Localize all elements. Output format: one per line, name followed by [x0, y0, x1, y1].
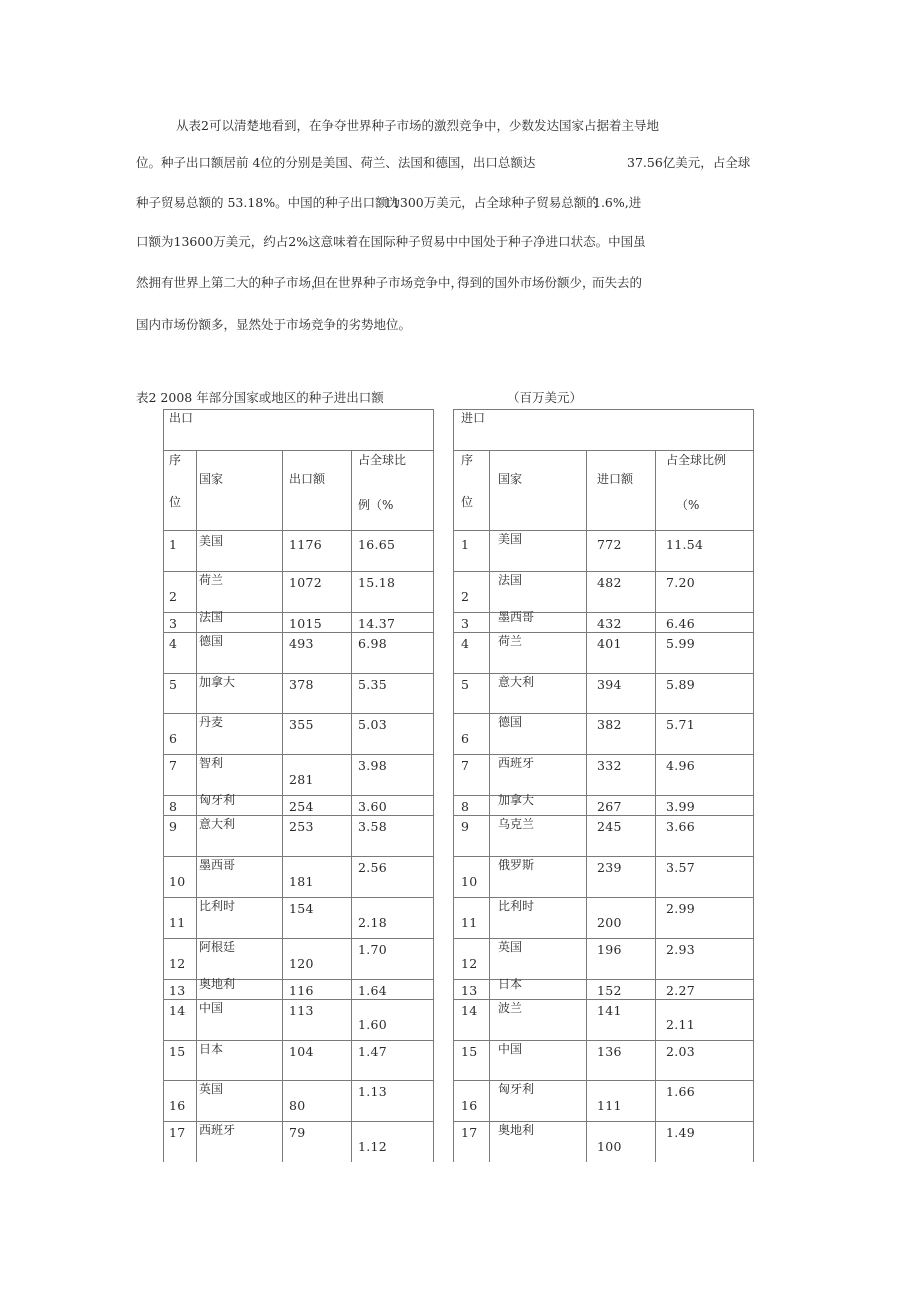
text-segment: 37.56亿美元，占全球: [627, 155, 751, 170]
amount-cell: 80: [289, 1098, 306, 1113]
country-cell: 意大利: [199, 817, 236, 831]
table-column-rule: [351, 450, 352, 1162]
rank-cell: 14: [461, 1003, 478, 1018]
amount-cell: 267: [597, 799, 622, 814]
country-cell: 法国: [498, 573, 523, 587]
rank-cell: 6: [169, 731, 178, 746]
country-cell: 墨西哥: [199, 858, 236, 872]
table-rule: [163, 571, 434, 572]
paragraph-line-3: [136, 195, 400, 211]
amount-cell: 154: [289, 901, 314, 916]
country-cell: 奥地利: [498, 1123, 535, 1137]
share-cell: 15.18: [358, 575, 396, 590]
table-column-rule: [586, 450, 587, 1162]
country-cell: 西班牙: [498, 756, 535, 770]
text-segment: 11300万美元，占全球种子贸易总额的: [384, 195, 599, 210]
amount-cell: 245: [597, 819, 622, 834]
table-rule: [453, 1080, 754, 1081]
paragraph-line-3c: [593, 195, 641, 211]
share-cell: 1.49: [666, 1125, 696, 1140]
rank-cell: 15: [461, 1044, 478, 1059]
country-cell: 荷兰: [498, 634, 523, 648]
country-cell: 荷兰: [199, 573, 224, 587]
text-segment: 位。种子出口额居前 4位的分别是美国、荷兰、法国和德国，出口总额达: [136, 155, 536, 170]
rank-cell: 17: [169, 1125, 186, 1140]
rank-cell: 1: [461, 537, 470, 552]
country-cell: 西班牙: [199, 1123, 236, 1137]
country-cell: 波兰: [498, 1001, 523, 1015]
amount-cell: 355: [289, 717, 314, 732]
country-cell: 德国: [199, 634, 224, 648]
share-cell: 5.35: [358, 677, 388, 692]
table-rule: [453, 1040, 754, 1041]
share-cell: 4.96: [666, 758, 696, 773]
import-section-title: 进口: [461, 411, 486, 425]
amount-cell: 120: [289, 956, 314, 971]
rank-cell: 2: [169, 589, 178, 604]
rank-cell: 2: [461, 589, 470, 604]
share-cell: 1.66: [666, 1084, 696, 1099]
header-country: 国家: [498, 472, 523, 486]
share-cell: 2.18: [358, 915, 388, 930]
header-share: 占全球比: [358, 453, 407, 467]
amount-cell: 100: [597, 1139, 622, 1154]
amount-cell: 116: [289, 983, 314, 998]
share-cell: 3.99: [666, 799, 696, 814]
header-rank: 序: [169, 453, 182, 467]
rank-cell: 16: [169, 1098, 186, 1113]
amount-cell: 378: [289, 677, 314, 692]
rank-cell: 15: [169, 1044, 186, 1059]
share-cell: 7.20: [666, 575, 696, 590]
rank-cell: 9: [461, 819, 470, 834]
amount-cell: 1176: [289, 537, 323, 552]
paragraph-line-5d: [592, 275, 642, 291]
share-cell: 2.27: [666, 983, 696, 998]
table-rule: [163, 409, 434, 410]
text-segment: 国内市场份额多，显然处于市场竞争的劣势地位。: [136, 317, 412, 332]
amount-cell: 493: [289, 636, 314, 651]
paragraph-line-6: [136, 317, 411, 333]
amount-cell: 253: [289, 819, 314, 834]
share-cell: 6.98: [358, 636, 388, 651]
table-unit: （百万美元）: [507, 390, 583, 405]
rank-cell: 3: [461, 616, 470, 631]
share-cell: 11.54: [666, 537, 704, 552]
country-cell: 中国: [199, 1001, 224, 1015]
table-rule: [163, 1080, 434, 1081]
text-segment: 种子贸易总额的 53.18%。中国的种子出口额为: [136, 195, 401, 210]
table-rule: [163, 1040, 434, 1041]
share-cell: 6.46: [666, 616, 696, 631]
country-cell: 俄罗斯: [498, 858, 535, 872]
table-rule: [453, 815, 754, 816]
table-rule: [163, 673, 434, 674]
table-rule: [453, 713, 754, 714]
share-cell: 14.37: [358, 616, 396, 631]
country-cell: 加拿大: [498, 793, 535, 807]
rank-cell: 12: [169, 956, 186, 971]
country-cell: 乌克兰: [498, 817, 535, 831]
table-caption: 表2 2008 年部分国家或地区的种子进出口额: [136, 390, 384, 405]
country-cell: 日本: [498, 977, 523, 991]
amount-cell: 239: [597, 860, 622, 875]
table-rule: [453, 897, 754, 898]
table-rule: [453, 999, 754, 1000]
share-cell: 16.65: [358, 537, 396, 552]
amount-cell: 332: [597, 758, 622, 773]
paragraph-line-5c: [457, 275, 595, 291]
country-cell: 美国: [498, 532, 523, 546]
country-cell: 法国: [199, 610, 224, 624]
amount-cell: 152: [597, 983, 622, 998]
paragraph-line-5b: [313, 275, 463, 291]
table-rule: [453, 938, 754, 939]
table-rule: [163, 938, 434, 939]
table-rule: [453, 1121, 754, 1122]
share-cell: 2.56: [358, 860, 388, 875]
header-country: 国家: [199, 472, 224, 486]
country-cell: 匈牙利: [498, 1082, 535, 1096]
share-cell: 3.57: [666, 860, 696, 875]
share-cell: 1.13: [358, 1084, 388, 1099]
rank-cell: 3: [169, 616, 178, 631]
country-cell: 丹麦: [199, 715, 224, 729]
table-rule: [453, 409, 754, 410]
rank-cell: 14: [169, 1003, 186, 1018]
rank-cell: 16: [461, 1098, 478, 1113]
share-cell: 2.99: [666, 901, 696, 916]
rank-cell: 9: [169, 819, 178, 834]
amount-cell: 772: [597, 537, 622, 552]
share-cell: 1.64: [358, 983, 388, 998]
paragraph-line-1: [176, 118, 659, 134]
amount-cell: 136: [597, 1044, 622, 1059]
paragraph-line-2: [136, 155, 535, 171]
share-cell: 1.60: [358, 1017, 388, 1032]
rank-cell: 8: [461, 799, 470, 814]
rank-cell: 7: [169, 758, 178, 773]
table-rule: [163, 999, 434, 1000]
country-cell: 美国: [199, 534, 224, 548]
paragraph-line-3b: [384, 195, 599, 211]
country-cell: 阿根廷: [199, 940, 236, 954]
table-rule: [453, 754, 754, 755]
share-cell: 3.66: [666, 819, 696, 834]
rank-cell: 11: [461, 915, 478, 930]
paragraph-line-4: [136, 234, 646, 250]
amount-cell: 104: [289, 1044, 314, 1059]
share-cell: 3.60: [358, 799, 388, 814]
amount-cell: 281: [289, 772, 314, 787]
country-cell: 英国: [498, 940, 523, 954]
table-column-rule: [196, 450, 197, 1162]
header-share: （%: [676, 498, 700, 512]
text-segment: 然拥有世界上第二大的种子市场，: [136, 275, 324, 290]
text-segment: 而失去的: [592, 275, 643, 290]
rank-cell: 6: [461, 731, 470, 746]
share-cell: 5.03: [358, 717, 388, 732]
share-cell: 5.71: [666, 717, 696, 732]
table-rule: [453, 530, 754, 531]
rank-cell: 17: [461, 1125, 478, 1140]
share-cell: 3.98: [358, 758, 388, 773]
country-cell: 中国: [498, 1042, 523, 1056]
rank-cell: 13: [461, 983, 478, 998]
text-segment: 口额为13600万美元，约占2%这意味着在国际种子贸易中中国处于种子净进口状态。中国虽: [136, 234, 646, 249]
paragraph-line-5: [136, 275, 324, 291]
header-share: 例（%: [358, 498, 394, 512]
rank-cell: 7: [461, 758, 470, 773]
rank-cell: 12: [461, 956, 478, 971]
share-cell: 2.93: [666, 942, 696, 957]
share-cell: 2.03: [666, 1044, 696, 1059]
table-column-rule: [655, 450, 656, 1162]
table-rule: [163, 897, 434, 898]
rank-cell: 8: [169, 799, 178, 814]
amount-cell: 111: [597, 1098, 622, 1113]
table-rule: [163, 1121, 434, 1122]
table-border-right: [433, 409, 434, 1162]
country-cell: 奥地利: [199, 977, 236, 991]
header-share: 占全球比例: [666, 453, 727, 467]
text-segment: 得到的国外市场份额少，: [457, 275, 595, 290]
rank-cell: 4: [461, 636, 470, 651]
country-cell: 墨西哥: [498, 610, 535, 624]
amount-cell: 200: [597, 915, 622, 930]
country-cell: 英国: [199, 1082, 224, 1096]
table-border-left: [453, 409, 454, 1162]
amount-cell: 394: [597, 677, 622, 692]
country-cell: 德国: [498, 715, 523, 729]
amount-cell: 401: [597, 636, 622, 651]
table-rule: [163, 713, 434, 714]
table-rule: [163, 450, 434, 451]
text-segment: 1.6%,进: [593, 195, 642, 210]
table-column-rule: [489, 450, 490, 1162]
share-cell: 3.58: [358, 819, 388, 834]
share-cell: 2.11: [666, 1017, 696, 1032]
country-cell: 意大利: [498, 675, 535, 689]
country-cell: 加拿大: [199, 675, 236, 689]
share-cell: 5.89: [666, 677, 696, 692]
table-rule: [163, 856, 434, 857]
table-rule: [163, 632, 434, 633]
amount-cell: 1072: [289, 575, 323, 590]
table-rule: [163, 530, 434, 531]
amount-cell: 79: [289, 1125, 306, 1140]
rank-cell: 11: [169, 915, 186, 930]
rank-cell: 4: [169, 636, 178, 651]
amount-cell: 141: [597, 1003, 622, 1018]
table-rule: [453, 632, 754, 633]
amount-cell: 254: [289, 799, 314, 814]
amount-cell: 196: [597, 942, 622, 957]
country-cell: 比利时: [199, 899, 236, 913]
country-cell: 日本: [199, 1042, 224, 1056]
amount-cell: 181: [289, 874, 314, 889]
table-rule: [163, 754, 434, 755]
amount-cell: 113: [289, 1003, 314, 1018]
table-rule: [453, 450, 754, 451]
table-column-rule: [282, 450, 283, 1162]
header-rank: 位: [461, 495, 474, 509]
country-cell: 比利时: [498, 899, 535, 913]
rank-cell: 5: [169, 677, 178, 692]
country-cell: 智利: [199, 756, 224, 770]
share-cell: 1.47: [358, 1044, 388, 1059]
text-segment: 但在世界种子市场竞争中，: [313, 275, 464, 290]
header-rank: 位: [169, 495, 182, 509]
rank-cell: 1: [169, 537, 178, 552]
amount-cell: 482: [597, 575, 622, 590]
export-section-title: 出口: [169, 411, 194, 425]
share-cell: 1.70: [358, 942, 388, 957]
table-rule: [453, 673, 754, 674]
rank-cell: 10: [461, 874, 478, 889]
table-border-left: [163, 409, 164, 1162]
header-rank: 序: [461, 453, 474, 467]
rank-cell: 13: [169, 983, 186, 998]
rank-cell: 10: [169, 874, 186, 889]
table-border-right: [753, 409, 754, 1162]
table-rule: [453, 571, 754, 572]
rank-cell: 5: [461, 677, 470, 692]
country-cell: 匈牙利: [199, 793, 236, 807]
table-rule: [163, 815, 434, 816]
header-amount: 出口额: [289, 472, 326, 486]
paragraph-line-2b: [627, 155, 750, 171]
share-cell: 5.99: [666, 636, 696, 651]
share-cell: 1.12: [358, 1139, 388, 1154]
text-segment: 从表2可以清楚地看到，在争夺世界种子市场的激烈竞争中，少数发达国家占据着主导地: [176, 118, 659, 133]
table-rule: [453, 856, 754, 857]
amount-cell: 1015: [289, 616, 323, 631]
amount-cell: 432: [597, 616, 622, 631]
amount-cell: 382: [597, 717, 622, 732]
header-amount: 进口额: [597, 472, 634, 486]
